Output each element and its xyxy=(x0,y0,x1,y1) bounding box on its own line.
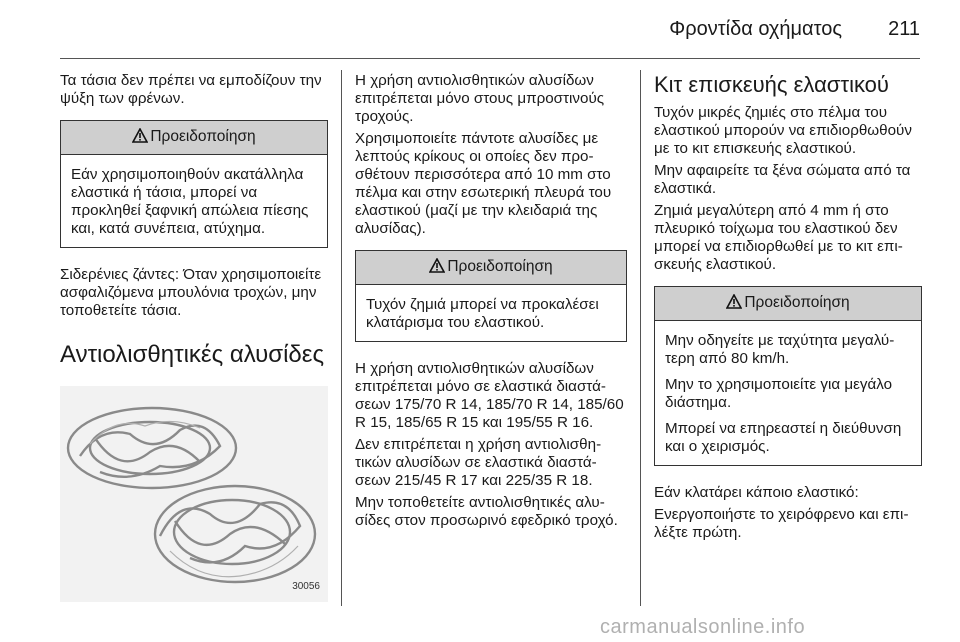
paragraph: Εάν κλατάρει κάποιο ελαστικό: xyxy=(654,484,859,501)
paragraph: Τυχόν μικρές ζημιές στο πέλμα του ελαστικού μπορούν να επιδιορθωθούν με το κιτ επισκευής ελαστικού. xyxy=(654,104,912,157)
warning-header xyxy=(655,287,921,321)
warning-text: Τυχόν ζημιά μπορεί να προκαλέσει κλατάρισμα του ελαστικού. xyxy=(366,296,599,331)
paragraph: Η χρήση αντιολισθητικών αλυσίδων επιτρέπεται μόνο σε ελαστικά διαστάσεων 175/70 R 14, 185/70 R 14, 185/60 R 15, 185/65 R 15 και 195/55 R 16. xyxy=(355,360,624,431)
section-heading: Αντιολισθητικές αλυσίδες xyxy=(60,341,325,368)
warning-triangle-icon xyxy=(132,128,148,148)
warning-box xyxy=(355,250,627,342)
warning-text: Μην οδηγείτε με ταχύτητα μεγαλύτερη από 80 km/h. xyxy=(665,332,895,367)
warning-triangle-icon xyxy=(429,258,445,278)
warning-title: Προειδοποίηση xyxy=(744,294,850,311)
paragraph: Ζημιά μεγαλύτερη από 4 mm ή στο πλευρικό τοίχωμα του ελαστικού δεν μπορεί να επιδιορθωθεί με το κιτ επισκευής ελαστικού. xyxy=(654,202,903,273)
column-2 xyxy=(355,72,627,534)
page-header-title: Φροντίδα οχήματος xyxy=(669,18,842,40)
column-divider xyxy=(341,70,342,606)
column-1 xyxy=(60,72,328,602)
paragraph: Σιδερένιες ζάντες: Όταν χρησιμοποιείτε ασφαλιζόμενα μπουλόνια τροχών, μην τοποθετείτε τάσια. xyxy=(60,266,322,319)
paragraph: Μην τοποθετείτε αντιολισθητικές αλυσίδες στον προσωρινό εφεδρικό τροχό. xyxy=(355,494,618,529)
warning-box xyxy=(60,120,328,248)
warning-triangle-icon xyxy=(726,294,742,314)
column-divider xyxy=(640,70,641,606)
warning-text: Μπορεί να επηρεαστεί η διεύθυνση και ο χειρισμός. xyxy=(665,420,902,455)
column-3 xyxy=(654,72,922,546)
paragraph: Δεν επιτρέπεται η χρήση αντιολισθητικών αλυσίδων σε ελαστικά διαστάσεων 215/45 R 17 και 225/35 R 18. xyxy=(355,436,602,489)
section-heading: Κιτ επισκευής ελαστικού xyxy=(654,72,889,97)
warning-box xyxy=(654,286,922,466)
paragraph: Μην αφαιρείτε τα ξένα σώματα από τα ελαστικά. xyxy=(654,162,911,197)
page-number: 211 xyxy=(888,18,920,40)
warning-text: Μην το χρησιμοποιείτε για μεγάλο διάστημα. xyxy=(665,376,893,411)
header-rule xyxy=(60,58,920,59)
warning-title: Προειδοποίηση xyxy=(150,128,256,145)
figure-code: 30056 xyxy=(292,581,320,592)
snow-chains-illustration xyxy=(60,386,328,602)
warning-title: Προειδοποίηση xyxy=(447,258,553,275)
warning-text: Εάν χρησιμοποιηθούν ακατάλληλα ελαστικά ή τάσια, μπορεί να προκληθεί ξαφνική απώλεια πίεσης και, κατά συνέπεια, ατύχημα. xyxy=(71,166,309,237)
watermark-link[interactable]: carmanualsonline.info xyxy=(600,616,806,638)
paragraph: Η χρήση αντιολισθητικών αλυσίδων επιτρέπεται μόνο στους μπροστινούς τροχούς. xyxy=(355,72,605,125)
warning-header xyxy=(61,121,327,155)
warning-header xyxy=(356,251,626,285)
paragraph: Τα τάσια δεν πρέπει να εμποδίζουν την ψύξη των φρένων. xyxy=(60,72,322,107)
paragraph: Χρησιμοποιείτε πάντοτε αλυσίδες με λεπτούς κρίκους οι οποίες δεν προσθέτουν περισσότερα από 10 mm στο πέλμα και στην εσωτερική πλευρά του ελαστικού (μαζί με την κλειδαριά της αλυσίδας). xyxy=(355,130,612,237)
paragraph: Ενεργοποιήστε το χειρόφρενο και επιλέξτε πρώτη. xyxy=(654,506,909,541)
